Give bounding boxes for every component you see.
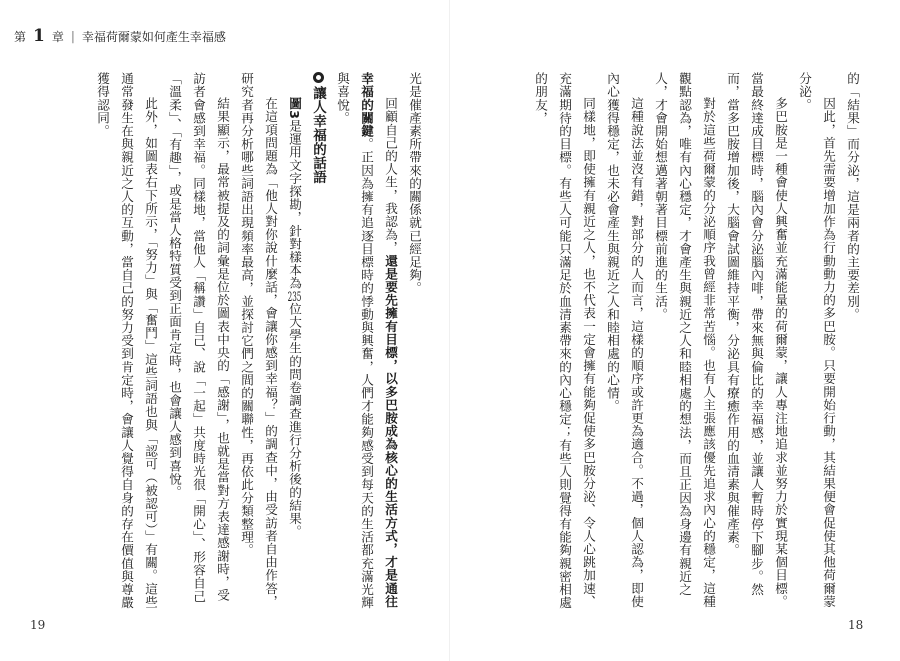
right-paragraph: 同樣地，即使擁有親近之人，也不代表一定會擁有能夠促使多巴胺分泌、令人心跳加速、充滿期待的目標。有些人可能只滿足於血清素帶來的內心穩定；有些人則覺得有能夠親密相處的朋友，: [533, 72, 596, 610]
section-heading: [306, 72, 330, 612]
heading-bullet-icon: [313, 72, 324, 83]
book-gutter: [449, 0, 450, 661]
chapter-suffix: 章: [51, 29, 64, 44]
right-page-number: 18: [848, 618, 864, 632]
chapter-prefix: 第: [14, 29, 27, 44]
figure-reference: 圖3: [287, 97, 302, 120]
running-header: [14, 24, 226, 48]
sample-count: 235: [287, 289, 302, 303]
right-paragraph: 這種說法並沒有錯，對部分的人而言，這樣的順序或許更為適合。不過，個人認為，即使內心獲得穩定，也未必會產生與親近之人和睦相處的心情。: [605, 72, 644, 609]
left-paragraph: [282, 72, 306, 612]
left-page-text: [40, 72, 426, 612]
right-paragraph: 的「結果」而分泌，這是兩者的主要差別。: [845, 72, 860, 321]
left-paragraph: 在這項問題為「他人對你說什麼話，會讓你感到幸福？」的調查中，由受訪者自由作答，研究者再分析哪些詞語出現頻率最高，並探討它們之間的關聯性，再依此分類整理。: [239, 72, 278, 609]
right-paragraph: 對於這些荷爾蒙的分泌順序我曾經非常苦惱。也有人主張應該優先追求內心的穩定，這種觀點認為，唯有內心穩定，才會產生與親近之人和睦相處的想法，而且正因為身邊有親近之人，才會開始想邁著朝著目標前進的生活。: [653, 72, 716, 609]
left-paragraph-conclusion: [330, 72, 402, 612]
chapter-number: 1: [33, 26, 45, 46]
section-heading-text: 讓人幸福的話語: [310, 86, 326, 184]
conclusion-text-a: 回顧自己的人生，我認為，: [383, 97, 398, 255]
left-page-number: 19: [30, 618, 46, 632]
para3-text-b: 位大學生的問卷調查進行分析後的結果。: [287, 302, 302, 539]
right-page-text: [533, 72, 864, 612]
emphasis-text: 還是要先擁有目標，以多巴胺成為核心的生活方式，才是通往幸福的關鍵: [359, 72, 398, 609]
right-paragraph: 因此，首先需要增加作為行動動力的多巴胺。只要開始行動，其結果便會促使其他荷爾蒙分泌。: [797, 72, 836, 609]
left-paragraph: 此外，如圖表右下所示，「努力」與「奮鬥」這些詞語也與「認可（被認可）」有關。這些通常發生在與親近之人的互動，當自己的努力受到肯定時，會讓人覺得自身的存在價值與尊嚴獲得認同。: [95, 72, 158, 610]
left-paragraph-continuation: 光是催產素所帶來的關係就已經足夠。: [407, 72, 422, 295]
para3-text-a: 是運用文字探勘，針對樣本為: [287, 119, 302, 290]
header-separator: |: [70, 29, 75, 43]
conclusion-text-b: 。正因為擁有追逐目標時的悸動與興奮，人們才能夠感受到每天的生活都充滿光輝與喜悅。: [335, 72, 374, 610]
left-paragraph: 結果顯示，最常被提及的詞彙是位於圖表中央的「感謝」，也就是當對方表達感謝時，受訪者會感到幸福。同樣地，當他人「稱讚」自己、說「一起」共度時光很「開心」、形容自己「溫柔」、「有趣」，或是當人格特質受到正面肯定時，也會讓人感到喜悅。: [167, 72, 230, 603]
right-paragraph: 多巴胺是一種會使人興奮並充滿能量的荷爾蒙，讓人專注地追求並努力於實現某個目標。當最終達成目標時，腦內會分泌腦內啡，帶來無與倫比的幸福感，並讓人暫時停下腳步。然而，當多巴胺增加後，大腦會試圖維持平衡，分泌具有療癒作用的血清素與催產素。: [725, 72, 788, 609]
chapter-title: 幸福荷爾蒙如何產生幸福感: [81, 29, 226, 44]
